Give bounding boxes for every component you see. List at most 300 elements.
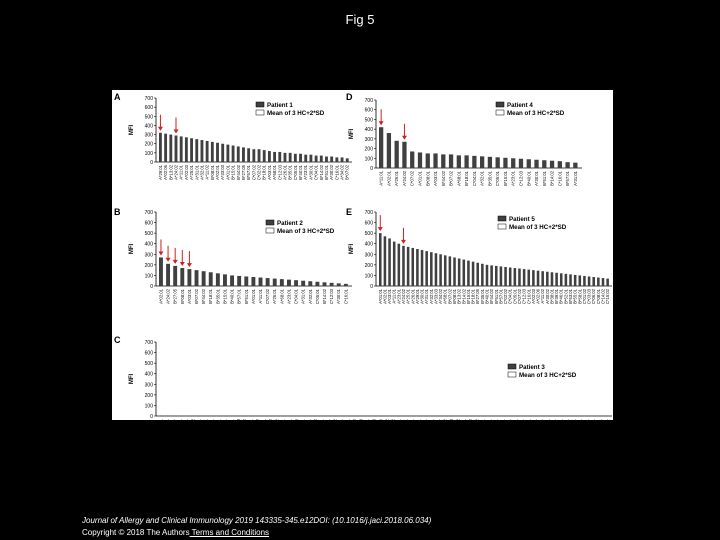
x-tick-label: A*23:01 (510, 171, 516, 186)
x-tick-label: A*11:01 (178, 165, 184, 180)
x-tick-label: A*31:01 (222, 419, 228, 434)
x-tick-label: B*44:02 (201, 289, 207, 304)
bar (223, 274, 227, 286)
bar (195, 139, 198, 162)
bar (546, 416, 550, 417)
bar (453, 257, 456, 286)
x-tick-label: B*42:01 (506, 419, 512, 434)
bar (249, 416, 253, 417)
y-tick-label: 0 (150, 160, 153, 166)
bar (159, 133, 162, 162)
y-axis-label: MFI (129, 243, 135, 255)
legend-swatch (498, 224, 506, 229)
x-tick-label: A*26:01 (410, 289, 416, 304)
arrow-head (180, 262, 185, 266)
x-tick-label: C*04:01 (293, 289, 299, 305)
x-tick-label: A*02:03 (530, 289, 536, 304)
bar (588, 276, 591, 286)
x-tick-label: A*33:03 (235, 419, 241, 434)
bar (472, 156, 476, 168)
x-tick-label: A*34:02 (339, 165, 345, 180)
x-tick-label: A*24:02 (173, 165, 179, 180)
x-tick-label: C*05:01 (495, 171, 501, 187)
x-tick-label: B*67:01 (565, 419, 571, 434)
x-tick-label: A*03:01 (186, 289, 192, 304)
bar (540, 416, 544, 417)
panel-letter: A (114, 92, 121, 102)
bar (346, 416, 350, 417)
bar (418, 152, 422, 168)
x-tick-label: B*37:01 (494, 419, 500, 434)
bar (560, 273, 563, 286)
bar (308, 281, 312, 286)
bar (395, 141, 399, 168)
bar (278, 152, 281, 162)
figure-svg (112, 90, 613, 435)
bar (425, 251, 428, 286)
bar (237, 276, 241, 286)
bar (495, 266, 498, 286)
y-axis-label: MFI (129, 373, 135, 385)
bar (579, 275, 582, 286)
arrow-head (173, 260, 178, 264)
x-tick-label: C*07:02 (265, 289, 271, 305)
bar (379, 127, 383, 168)
bar (462, 416, 466, 417)
bar (175, 135, 178, 162)
x-tick-label: A*25:01 (405, 289, 411, 304)
x-tick-label: B*14:02 (274, 419, 280, 434)
x-tick-label: B*35:01 (287, 165, 293, 180)
chart-panel-e (346, 207, 612, 304)
bar (402, 142, 406, 168)
y-tick-label: 400 (364, 241, 373, 248)
bar (325, 157, 328, 162)
bar (482, 416, 486, 417)
bar (439, 254, 442, 286)
legend-label: Mean of 3 HC+2*SD (519, 372, 577, 379)
bar (273, 152, 276, 162)
x-tick-label: C*12:03 (277, 165, 283, 181)
bar (344, 284, 348, 286)
x-tick-label: A*01:01 (158, 419, 164, 434)
page-title: Fig 5 (345, 12, 375, 27)
arrow-head (166, 258, 171, 262)
chart-panel-c (114, 335, 612, 434)
arrow-head (402, 136, 407, 140)
bar (333, 416, 337, 417)
bar (337, 283, 341, 286)
bar (449, 256, 452, 286)
x-tick-label: C*12:03 (518, 171, 524, 187)
y-axis-label: MFI (349, 243, 355, 255)
bar (421, 250, 424, 286)
bar (464, 155, 468, 168)
x-tick-label: C*16:01 (334, 165, 340, 181)
x-tick-label: B*08:01 (179, 289, 185, 304)
x-tick-label: A*32:01 (229, 419, 235, 434)
y-tick-label: 200 (364, 262, 373, 269)
bar (211, 416, 215, 417)
bar (226, 145, 229, 162)
x-tick-label: C*16:01 (364, 419, 370, 435)
bar (551, 272, 554, 286)
legend-label: Patient 2 (277, 220, 303, 227)
bar (398, 244, 401, 286)
x-tick-label: C*07:02 (351, 419, 357, 435)
x-tick-label: B*35:01 (300, 419, 306, 434)
x-tick-label: A*68:01 (442, 289, 448, 304)
bar (173, 266, 177, 286)
x-tick-label: B*49:01 (532, 419, 538, 434)
y-tick-label: 200 (144, 392, 153, 399)
y-tick-label: 400 (144, 371, 153, 378)
x-tick-label: B*44:02 (313, 419, 319, 434)
bar (585, 416, 589, 417)
bar (258, 149, 261, 162)
bar (488, 416, 492, 417)
x-tick-label: B*51:01 (323, 165, 329, 180)
bar (558, 161, 562, 168)
bar (294, 154, 297, 162)
bar (340, 416, 344, 417)
x-tick-label: A*30:01 (308, 165, 314, 180)
x-tick-label: B*41:01 (500, 419, 506, 434)
y-tick-label: 100 (364, 156, 373, 163)
x-tick-label: A*26:01 (282, 165, 288, 180)
bar (523, 269, 526, 286)
x-tick-label: C*01:02 (581, 289, 587, 305)
x-tick-label: A*11:02 (204, 165, 210, 180)
arrow-head (158, 127, 163, 131)
bar (288, 416, 292, 417)
x-tick-label: A*68:01 (456, 171, 462, 186)
bar (441, 154, 445, 168)
bar (299, 154, 302, 162)
x-tick-label: B*51:01 (493, 289, 499, 304)
bar (256, 416, 260, 417)
y-tick-label: 200 (144, 141, 153, 148)
legend-swatch (496, 110, 504, 115)
bar (597, 278, 600, 286)
y-tick-label: 700 (144, 340, 153, 346)
bar (387, 133, 391, 168)
bar (546, 272, 549, 286)
bar (527, 416, 531, 417)
x-tick-label: B*55:01 (429, 419, 435, 434)
legend-label: Patient 3 (519, 364, 545, 371)
x-tick-label: B*46:01 (558, 289, 564, 304)
x-tick-label: A*02:03 (371, 419, 377, 434)
bar (457, 155, 461, 168)
bar (242, 147, 245, 162)
bar (398, 416, 402, 417)
x-tick-label: A*01:01 (417, 171, 423, 186)
bar (359, 416, 363, 417)
bar (602, 278, 605, 286)
x-tick-label: B*14:02 (322, 289, 328, 304)
y-tick-label: 500 (364, 117, 373, 124)
x-tick-label: A*24:02 (165, 289, 171, 304)
bar (268, 151, 271, 162)
x-tick-label: C*04:01 (507, 289, 513, 305)
bar (204, 416, 208, 417)
chart-panel-b (114, 207, 352, 304)
x-tick-label: B*81:01 (584, 419, 590, 434)
y-tick-label: 200 (144, 262, 153, 269)
bar (366, 416, 370, 417)
bar (569, 274, 572, 286)
bar (178, 416, 182, 417)
bar (320, 156, 323, 162)
x-tick-label: C*14:02 (468, 419, 474, 435)
x-tick-label: A*74:01 (487, 419, 493, 434)
x-tick-label: A*30:01 (534, 171, 540, 186)
bar (289, 153, 292, 162)
bar (559, 416, 563, 417)
bar (165, 415, 169, 416)
x-tick-label: C*16:01 (526, 289, 532, 305)
x-tick-label: B*18:01 (261, 165, 267, 180)
x-tick-label: B*15:01 (230, 165, 236, 180)
x-tick-label: A*11:02 (540, 289, 546, 304)
x-tick-label: B*15:01 (222, 289, 228, 304)
y-tick-label: 400 (364, 127, 373, 134)
y-tick-label: 100 (364, 273, 373, 280)
chart-panel-a (114, 92, 352, 180)
bar (592, 277, 595, 286)
x-tick-label: A*02:01 (382, 289, 388, 304)
legend-label: Mean of 3 HC+2*SD (507, 110, 565, 117)
x-tick-label: B*54:01 (545, 419, 551, 434)
bar (553, 416, 557, 417)
x-tick-label: C*17:01 (597, 419, 603, 435)
panel-letter: E (346, 207, 353, 217)
x-tick-label: A*01:01 (225, 165, 231, 180)
x-tick-label: B*48:01 (526, 419, 532, 434)
legend-swatch (266, 228, 274, 233)
x-tick-label: A*11:01 (258, 289, 264, 304)
bar (555, 273, 558, 286)
x-tick-label: B*44:02 (440, 171, 446, 186)
x-tick-label: A*11:01 (391, 289, 397, 304)
y-tick-label: 600 (144, 105, 153, 112)
x-tick-label: A*03:01 (266, 165, 272, 180)
x-tick-label: A*29:01 (209, 419, 215, 434)
bar (527, 159, 531, 168)
terms-link[interactable]: Terms and Conditions (189, 528, 270, 537)
arrow-head (173, 129, 178, 133)
x-tick-label: A*33:03 (433, 289, 439, 304)
legend-label: Patient 4 (507, 102, 533, 109)
x-tick-label: B*18:01 (208, 289, 214, 304)
bar (574, 275, 577, 286)
x-tick-label: C*15:02 (474, 419, 480, 435)
x-tick-label: A*11:02 (384, 419, 390, 434)
bar (237, 146, 240, 162)
bar (244, 276, 248, 286)
bar (511, 158, 515, 168)
bar (330, 283, 334, 286)
bar (314, 416, 318, 417)
bar (476, 263, 479, 286)
arrow-head (379, 121, 384, 125)
x-tick-label: B*15:01 (280, 419, 286, 434)
x-tick-label: A*02:01 (158, 289, 164, 304)
bar (251, 277, 255, 286)
y-tick-label: 700 (144, 210, 153, 216)
legend-swatch (508, 372, 516, 377)
bar (379, 416, 383, 417)
x-tick-label: A*25:01 (189, 165, 195, 180)
x-tick-label: B*08:01 (209, 165, 215, 180)
y-tick-label: 100 (144, 273, 153, 280)
bar (216, 273, 220, 286)
x-tick-label: C*05:01 (512, 289, 518, 305)
bar (534, 416, 538, 417)
bar (430, 416, 434, 417)
x-tick-label: B*40:01 (526, 171, 532, 186)
bar (379, 233, 382, 286)
legend-swatch (496, 102, 504, 107)
x-tick-label: A*03:01 (433, 171, 439, 186)
x-tick-label: A*30:02 (390, 419, 396, 434)
x-tick-label: A*23:01 (286, 289, 292, 304)
bar (518, 269, 521, 286)
y-tick-label: 200 (364, 146, 373, 153)
x-tick-label: A*34:02 (242, 419, 248, 434)
legend-label: Patient 5 (509, 216, 535, 223)
bar (330, 157, 333, 162)
arrow-head (158, 251, 163, 255)
bar (159, 257, 163, 286)
x-tick-label: B*07:02 (255, 419, 261, 434)
bar (488, 157, 492, 168)
x-tick-label: C*14:02 (600, 289, 606, 305)
bar (456, 416, 460, 417)
y-tick-label: 600 (144, 220, 153, 227)
x-tick-label: A*02:01 (215, 165, 221, 180)
legend-label: Mean of 3 HC+2*SD (267, 110, 325, 117)
x-tick-label: B*18:01 (470, 289, 476, 304)
journal-citation: Journal of Allergy and Clinical Immunology 2019 143335-345.e12DOI: (10.1016/j.jaci.2018.06.034) (82, 516, 432, 525)
x-tick-label: A*33:03 (220, 165, 226, 180)
bar (346, 158, 349, 162)
bar (486, 265, 489, 286)
x-tick-label: A*32:01 (479, 171, 485, 186)
bar (185, 137, 188, 162)
y-tick-label: 0 (370, 166, 373, 172)
x-tick-label: B*73:01 (571, 419, 577, 434)
bar (294, 280, 298, 286)
x-tick-label: B*14:02 (549, 171, 555, 186)
bar (159, 415, 163, 416)
x-tick-label: B*35:01 (487, 171, 493, 186)
x-tick-label: C*04:01 (471, 171, 477, 187)
bar (236, 416, 240, 417)
x-tick-label: B*51:01 (243, 289, 249, 304)
bar (308, 416, 312, 417)
x-tick-label: B*15:01 (465, 289, 471, 304)
bar (449, 154, 453, 168)
y-tick-label: 0 (150, 284, 153, 290)
bar (195, 270, 199, 286)
bar (198, 416, 202, 417)
bar (169, 135, 172, 162)
y-tick-label: 300 (144, 382, 153, 389)
legend-swatch (498, 216, 506, 221)
bar (206, 141, 209, 162)
x-tick-label: B*18:01 (464, 171, 470, 186)
bar (391, 416, 395, 417)
bar (209, 272, 213, 286)
x-tick-label: B*15:01 (502, 171, 508, 186)
x-tick-label: C*16:01 (343, 289, 349, 305)
bar (259, 278, 263, 286)
bar (353, 416, 357, 417)
x-tick-label: C*02:02 (503, 289, 509, 305)
x-tick-label: B*40:01 (484, 289, 490, 304)
bar (495, 416, 499, 417)
bar (284, 153, 287, 162)
bar (426, 153, 430, 168)
bar (393, 242, 396, 286)
arrow-head (378, 227, 383, 231)
bar (605, 416, 609, 417)
bar (211, 142, 214, 162)
bar (372, 416, 376, 417)
y-tick-label: 300 (364, 252, 373, 259)
x-tick-label: A*68:01 (272, 165, 278, 180)
x-tick-label: C*16:01 (557, 171, 563, 187)
x-tick-label: B*27:05 (293, 419, 299, 434)
x-tick-label: A*30:01 (216, 419, 222, 434)
bar (201, 140, 204, 162)
bar (566, 416, 570, 417)
x-tick-label: C*06:02 (591, 289, 597, 305)
bar (269, 416, 273, 417)
x-tick-label: C*12:03 (329, 289, 335, 305)
x-tick-label: A*24:02 (400, 289, 406, 304)
x-tick-label: A*32:01 (199, 165, 205, 180)
bar (388, 238, 391, 286)
x-tick-label: A*26:01 (394, 171, 400, 186)
bar (537, 271, 540, 286)
x-tick-label: A*24:02 (190, 419, 196, 434)
x-tick-label: A*31:01 (424, 289, 430, 304)
x-tick-label: C*12:03 (521, 289, 527, 305)
x-tick-label: B*55:01 (572, 289, 578, 304)
y-tick-label: 300 (144, 132, 153, 139)
x-tick-label: B*14:02 (461, 289, 467, 304)
bar (458, 259, 461, 286)
y-tick-label: 500 (364, 231, 373, 238)
x-tick-label: B*53:01 (423, 419, 429, 434)
y-tick-label: 0 (150, 414, 153, 420)
x-tick-label: A*02:01 (164, 419, 170, 434)
y-tick-label: 300 (364, 136, 373, 143)
x-tick-label: B*57:01 (236, 289, 242, 304)
bar (521, 416, 525, 417)
x-tick-label: A*31:01 (300, 289, 306, 304)
y-tick-label: 300 (144, 252, 153, 259)
x-tick-label: B*52:01 (416, 419, 422, 434)
y-tick-label: 500 (144, 231, 153, 238)
bar (541, 271, 544, 286)
x-tick-label: A*25:01 (197, 419, 203, 434)
bar (230, 416, 234, 417)
y-tick-label: 100 (144, 150, 153, 157)
